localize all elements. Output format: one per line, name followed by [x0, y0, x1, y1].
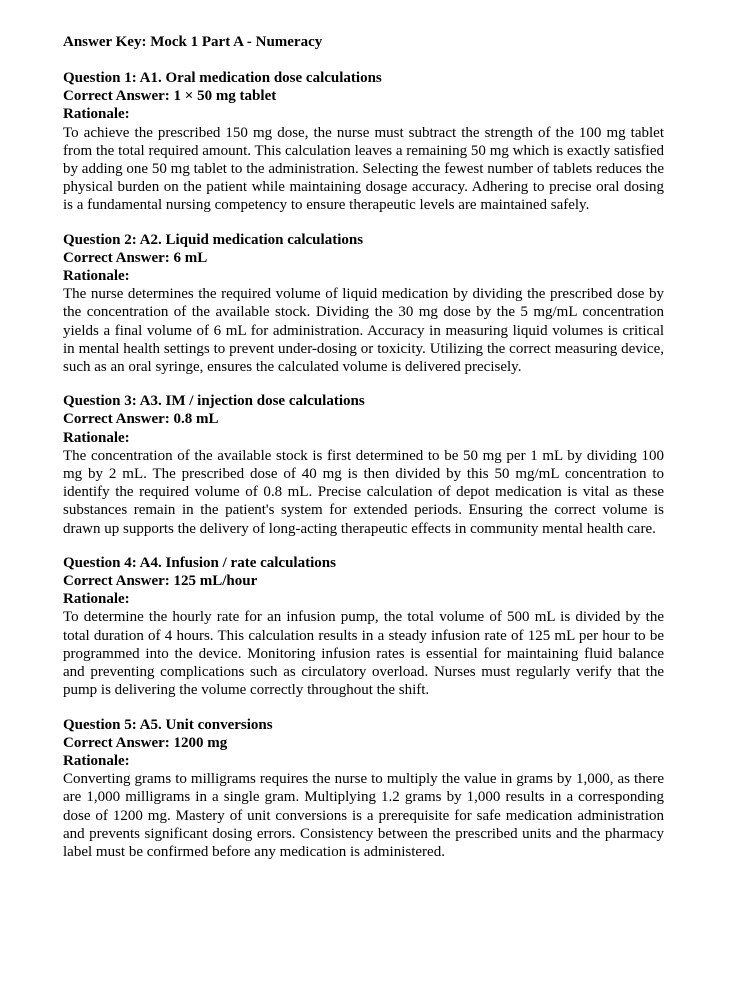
question-heading: Question 2: A2. Liquid medication calculations: [63, 231, 364, 248]
rationale-label: Rationale:: [63, 429, 130, 446]
rationale-label: Rationale:: [63, 268, 130, 285]
question-2: [63, 231, 664, 377]
question-heading: Question 1: A1. Oral medication dose calculations: [63, 70, 382, 86]
answer-key-page: [63, 33, 664, 877]
question-heading: Question 4: A4. Infusion / rate calculations: [63, 554, 336, 571]
rationale-text: To achieve the prescribed 150 mg dose, the nurse must subtract the strength of the 100 mg tablet from the total required amount. This calculation leaves a remaining 50 mg which is exactly satisfied by adding one 50 mg tablet to the administration. Selecting the fewest number of tablets reduces the physical burden on the patient while maintaining dosage accuracy. Adhering to precise oral dosing is a fundamental nursing competency to ensure therapeutic levels are maintained safely.: [63, 124, 664, 214]
correct-answer: Correct Answer: 1 × 50 mg tablet: [63, 88, 277, 105]
rationale-text: The concentration of the available stock is first determined to be 50 mg per 1 mL by dividing 100 mg by 2 mL. The prescribed dose of 40 mg is then divided by this 50 mg/mL concentration to identify the required volume of 0.8 mL. Precise calculation of depot medication is vital as these substances remain in the patient's system for extended periods. Ensuring the correct volume is drawn up supports the delivery of long-acting therapeutic effects in community mental health care.: [63, 447, 664, 537]
correct-answer: Correct Answer: 125 mL/hour: [63, 573, 258, 590]
question-3: [63, 392, 664, 538]
rationale-label: Rationale:: [63, 752, 130, 769]
rationale-text: Converting grams to milligrams requires the nurse to multiply the value in grams by 1,000, as there are 1,000 milligrams in a single gram. Multiplying 1.2 grams by 1,000 results in a corresponding dose of 1200 mg. Mastery of unit conversions is a prerequisite for safe medication administration and prevents significant dosing errors. Consistency between the prescribed units and the pharmacy label must be confirmed before any medication is administered.: [63, 771, 664, 860]
correct-answer: Correct Answer: 0.8 mL: [63, 411, 219, 428]
question-heading: Question 5: A5. Unit conversions: [63, 716, 273, 733]
question-4: [63, 554, 664, 700]
rationale-label: Rationale:: [63, 591, 130, 608]
correct-answer: Correct Answer: 6 mL: [63, 249, 208, 266]
rationale-label: Rationale:: [63, 106, 130, 123]
rationale-text: The nurse determines the required volume of liquid medication by dividing the prescribed dose by the concentration of the available stock. Dividing the 30 mg dose by the 5 mg/mL concentration yields a final volume of 6 mL for administration. Accuracy in measuring liquid volumes is critical in mental health settings to prevent under-dosing or toxicity. Utilizing the correct measuring device, such as an oral syringe, ensures the calculated volume is delivered precisely.: [63, 286, 664, 376]
question-1: [63, 69, 664, 215]
correct-answer: Correct Answer: 1200 mg: [63, 734, 228, 751]
question-5: [63, 716, 664, 862]
document-title: Answer Key: Mock 1 Part A - Numeracy: [63, 34, 323, 50]
question-heading: Question 3: A3. IM / injection dose calculations: [63, 393, 365, 410]
rationale-text: To determine the hourly rate for an infusion pump, the total volume of 500 mL is divided by the total duration of 4 hours. This calculation results in a steady infusion rate of 125 mL per hour to be programmed into the device. Monitoring infusion rates is essential for maintaining fluid balance and preventing complications such as circulatory overload. Nurses must regularly verify that the pump is delivering the volume correctly throughout the shift.: [63, 609, 664, 699]
